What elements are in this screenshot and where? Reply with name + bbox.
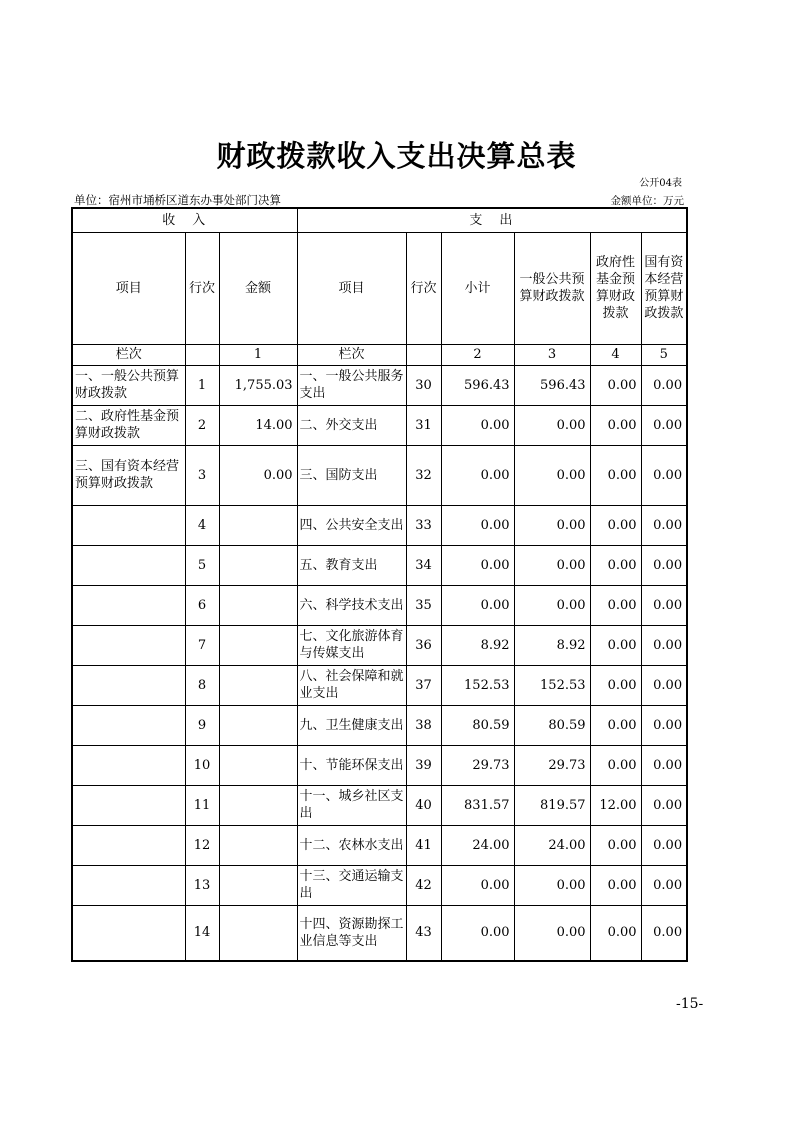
- income-amount-cell: [219, 625, 297, 665]
- income-amount-cell: [219, 785, 297, 825]
- income-item-cell: [72, 625, 185, 665]
- general-budget-cell: 0.00: [514, 585, 590, 625]
- expense-row-no-cell: 38: [406, 705, 441, 745]
- expense-row-no-cell: 42: [406, 865, 441, 905]
- income-row-no-cell: 4: [185, 505, 219, 545]
- gov-fund-cell: 0.00: [590, 505, 641, 545]
- page-number: -15-: [676, 996, 704, 1012]
- expense-column-label: 栏次: [297, 344, 406, 365]
- table-row: [72, 545, 687, 585]
- income-item-header: 项目: [72, 232, 185, 344]
- state-capital-cell: 0.00: [641, 665, 687, 705]
- subtotal-cell: 0.00: [441, 865, 514, 905]
- expense-item-cell: 十一、城乡社区支出: [297, 785, 406, 825]
- gov-fund-cell: 0.00: [590, 445, 641, 505]
- column-number-4: 4: [590, 344, 641, 365]
- gov-fund-cell: 0.00: [590, 825, 641, 865]
- expense-row-no-cell: 43: [406, 905, 441, 961]
- income-item-cell: [72, 665, 185, 705]
- income-column-label: 栏次: [72, 344, 185, 365]
- expense-row-no-cell: 33: [406, 505, 441, 545]
- expense-item-cell: 四、公共安全支出: [297, 505, 406, 545]
- table-row: [72, 665, 687, 705]
- table-row: [72, 785, 687, 825]
- state-capital-cell: 0.00: [641, 625, 687, 665]
- table-row: [72, 585, 687, 625]
- subtotal-header: 小计: [441, 232, 514, 344]
- income-row-no-cell: 14: [185, 905, 219, 961]
- income-amount-cell: [219, 745, 297, 785]
- income-amount-cell: [219, 585, 297, 625]
- state-capital-header: 国有资本经营预算财政拨款: [641, 232, 687, 344]
- table-row: [72, 705, 687, 745]
- unit-label: 单位：宿州市埇桥区道东办事处部门决算: [74, 193, 281, 207]
- general-budget-cell: 0.00: [514, 445, 590, 505]
- expense-row-no-cell: 30: [406, 365, 441, 405]
- general-budget-cell: 29.73: [514, 745, 590, 785]
- column-header-row: [72, 232, 687, 344]
- expense-row-no-cell: 34: [406, 545, 441, 585]
- column-number-3: 3: [514, 344, 590, 365]
- gov-fund-cell: 12.00: [590, 785, 641, 825]
- subtotal-cell: 0.00: [441, 905, 514, 961]
- table-row: [72, 405, 687, 445]
- gov-fund-cell: 0.00: [590, 905, 641, 961]
- subtotal-cell: 831.57: [441, 785, 514, 825]
- general-budget-cell: 24.00: [514, 825, 590, 865]
- subtotal-cell: 596.43: [441, 365, 514, 405]
- expense-item-header: 项目: [297, 232, 406, 344]
- state-capital-cell: 0.00: [641, 585, 687, 625]
- income-amount-cell: 1,755.03: [219, 365, 297, 405]
- table-row: [72, 445, 687, 505]
- expense-item-cell: 十四、资源勘探工业信息等支出: [297, 905, 406, 961]
- income-amount-cell: [219, 825, 297, 865]
- income-row-no-cell: 9: [185, 705, 219, 745]
- table-row: [72, 625, 687, 665]
- income-row-no-cell: 5: [185, 545, 219, 585]
- state-capital-cell: 0.00: [641, 365, 687, 405]
- gov-fund-cell: 0.00: [590, 665, 641, 705]
- income-amount-cell: 14.00: [219, 405, 297, 445]
- income-row-no-cell: 6: [185, 585, 219, 625]
- income-item-cell: 二、政府性基金预算财政拨款: [72, 405, 185, 445]
- general-budget-cell: 0.00: [514, 505, 590, 545]
- state-capital-cell: 0.00: [641, 505, 687, 545]
- gov-fund-cell: 0.00: [590, 705, 641, 745]
- expense-row-no-cell: 35: [406, 585, 441, 625]
- subtotal-cell: 24.00: [441, 825, 514, 865]
- expense-item-cell: 六、科学技术支出: [297, 585, 406, 625]
- income-row-no-cell: 11: [185, 785, 219, 825]
- income-item-cell: [72, 705, 185, 745]
- income-header: 收 入: [72, 208, 297, 232]
- income-item-cell: [72, 745, 185, 785]
- income-item-cell: [72, 825, 185, 865]
- expense-item-cell: 五、教育支出: [297, 545, 406, 585]
- expense-item-cell: 十、节能环保支出: [297, 745, 406, 785]
- income-item-cell: [72, 505, 185, 545]
- expense-row-no-header: 行次: [406, 232, 441, 344]
- income-item-cell: [72, 785, 185, 825]
- income-amount-header: 金额: [219, 232, 297, 344]
- gov-fund-cell: 0.00: [590, 365, 641, 405]
- income-row-no-cell: 8: [185, 665, 219, 705]
- income-amount-cell: [219, 665, 297, 705]
- expense-row-no-cell: 32: [406, 445, 441, 505]
- expense-item-cell: 八、社会保障和就业支出: [297, 665, 406, 705]
- general-budget-cell: 596.43: [514, 365, 590, 405]
- income-item-cell: [72, 905, 185, 961]
- state-capital-cell: 0.00: [641, 865, 687, 905]
- table-row: [72, 505, 687, 545]
- gov-fund-cell: 0.00: [590, 865, 641, 905]
- expense-item-cell: 一、一般公共服务支出: [297, 365, 406, 405]
- income-amount-cell: [219, 705, 297, 745]
- expense-item-cell: 三、国防支出: [297, 445, 406, 505]
- general-budget-cell: 0.00: [514, 905, 590, 961]
- expense-item-cell: 九、卫生健康支出: [297, 705, 406, 745]
- expense-row-no-cell: 31: [406, 405, 441, 445]
- income-row-no-cell: 1: [185, 365, 219, 405]
- income-item-cell: [72, 585, 185, 625]
- general-budget-cell: 8.92: [514, 625, 590, 665]
- expense-row-no-cell: 36: [406, 625, 441, 665]
- income-item-cell: [72, 545, 185, 585]
- gov-fund-cell: 0.00: [590, 585, 641, 625]
- income-row-no-cell: 10: [185, 745, 219, 785]
- expense-row-no-cell: 41: [406, 825, 441, 865]
- subtotal-cell: 0.00: [441, 585, 514, 625]
- subtotal-cell: 80.59: [441, 705, 514, 745]
- table-row: [72, 745, 687, 785]
- expense-column-no-blank: [406, 344, 441, 365]
- general-budget-cell: 80.59: [514, 705, 590, 745]
- expense-header: 支 出: [297, 208, 687, 232]
- expense-row-no-cell: 39: [406, 745, 441, 785]
- expense-item-cell: 十二、农林水支出: [297, 825, 406, 865]
- subtotal-cell: 29.73: [441, 745, 514, 785]
- general-budget-header: 一般公共预算财政拨款: [514, 232, 590, 344]
- state-capital-cell: 0.00: [641, 785, 687, 825]
- subtotal-cell: 0.00: [441, 445, 514, 505]
- subtotal-cell: 0.00: [441, 405, 514, 445]
- table-row: [72, 365, 687, 405]
- gov-fund-cell: 0.00: [590, 745, 641, 785]
- gov-fund-cell: 0.00: [590, 625, 641, 665]
- income-item-cell: 三、国有资本经营预算财政拨款: [72, 445, 185, 505]
- column-number-row: [72, 344, 687, 365]
- state-capital-cell: 0.00: [641, 445, 687, 505]
- gov-fund-header: 政府性基金预算财政拨款: [590, 232, 641, 344]
- income-row-no-cell: 13: [185, 865, 219, 905]
- income-amount-cell: 0.00: [219, 445, 297, 505]
- income-row-no-cell: 7: [185, 625, 219, 665]
- income-row-no-cell: 3: [185, 445, 219, 505]
- section-header-row: [72, 208, 687, 232]
- income-row-no-header: 行次: [185, 232, 219, 344]
- state-capital-cell: 0.00: [641, 705, 687, 745]
- gov-fund-cell: 0.00: [590, 405, 641, 445]
- income-row-no-cell: 12: [185, 825, 219, 865]
- income-row-no-cell: 2: [185, 405, 219, 445]
- table-row: [72, 865, 687, 905]
- income-item-cell: [72, 865, 185, 905]
- state-capital-cell: 0.00: [641, 745, 687, 785]
- money-unit-label: 金额单位：万元: [610, 195, 684, 207]
- subtotal-cell: 0.00: [441, 545, 514, 585]
- income-item-cell: 一、一般公共预算财政拨款: [72, 365, 185, 405]
- form-id: 公开04表: [639, 178, 682, 189]
- general-budget-cell: 0.00: [514, 865, 590, 905]
- expense-row-no-cell: 37: [406, 665, 441, 705]
- state-capital-cell: 0.00: [641, 905, 687, 961]
- income-amount-cell: [219, 545, 297, 585]
- column-number-1: 1: [219, 344, 297, 365]
- column-number-5: 5: [641, 344, 687, 365]
- state-capital-cell: 0.00: [641, 405, 687, 445]
- general-budget-cell: 0.00: [514, 545, 590, 585]
- income-amount-cell: [219, 865, 297, 905]
- expense-item-cell: 二、外交支出: [297, 405, 406, 445]
- expense-item-cell: 十三、交通运输支出: [297, 865, 406, 905]
- expense-row-no-cell: 40: [406, 785, 441, 825]
- subtotal-cell: 152.53: [441, 665, 514, 705]
- income-amount-cell: [219, 905, 297, 961]
- expense-item-cell: 七、文化旅游体育与传媒支出: [297, 625, 406, 665]
- subtotal-cell: 8.92: [441, 625, 514, 665]
- general-budget-cell: 152.53: [514, 665, 590, 705]
- general-budget-cell: 819.57: [514, 785, 590, 825]
- budget-table: [71, 207, 688, 962]
- table-row: [72, 905, 687, 961]
- column-number-2: 2: [441, 344, 514, 365]
- income-amount-cell: [219, 505, 297, 545]
- state-capital-cell: 0.00: [641, 825, 687, 865]
- table-row: [72, 825, 687, 865]
- subtotal-cell: 0.00: [441, 505, 514, 545]
- state-capital-cell: 0.00: [641, 545, 687, 585]
- gov-fund-cell: 0.00: [590, 545, 641, 585]
- income-column-no-blank: [185, 344, 219, 365]
- page-title: 财政拨款收入支出决算总表: [216, 139, 577, 173]
- general-budget-cell: 0.00: [514, 405, 590, 445]
